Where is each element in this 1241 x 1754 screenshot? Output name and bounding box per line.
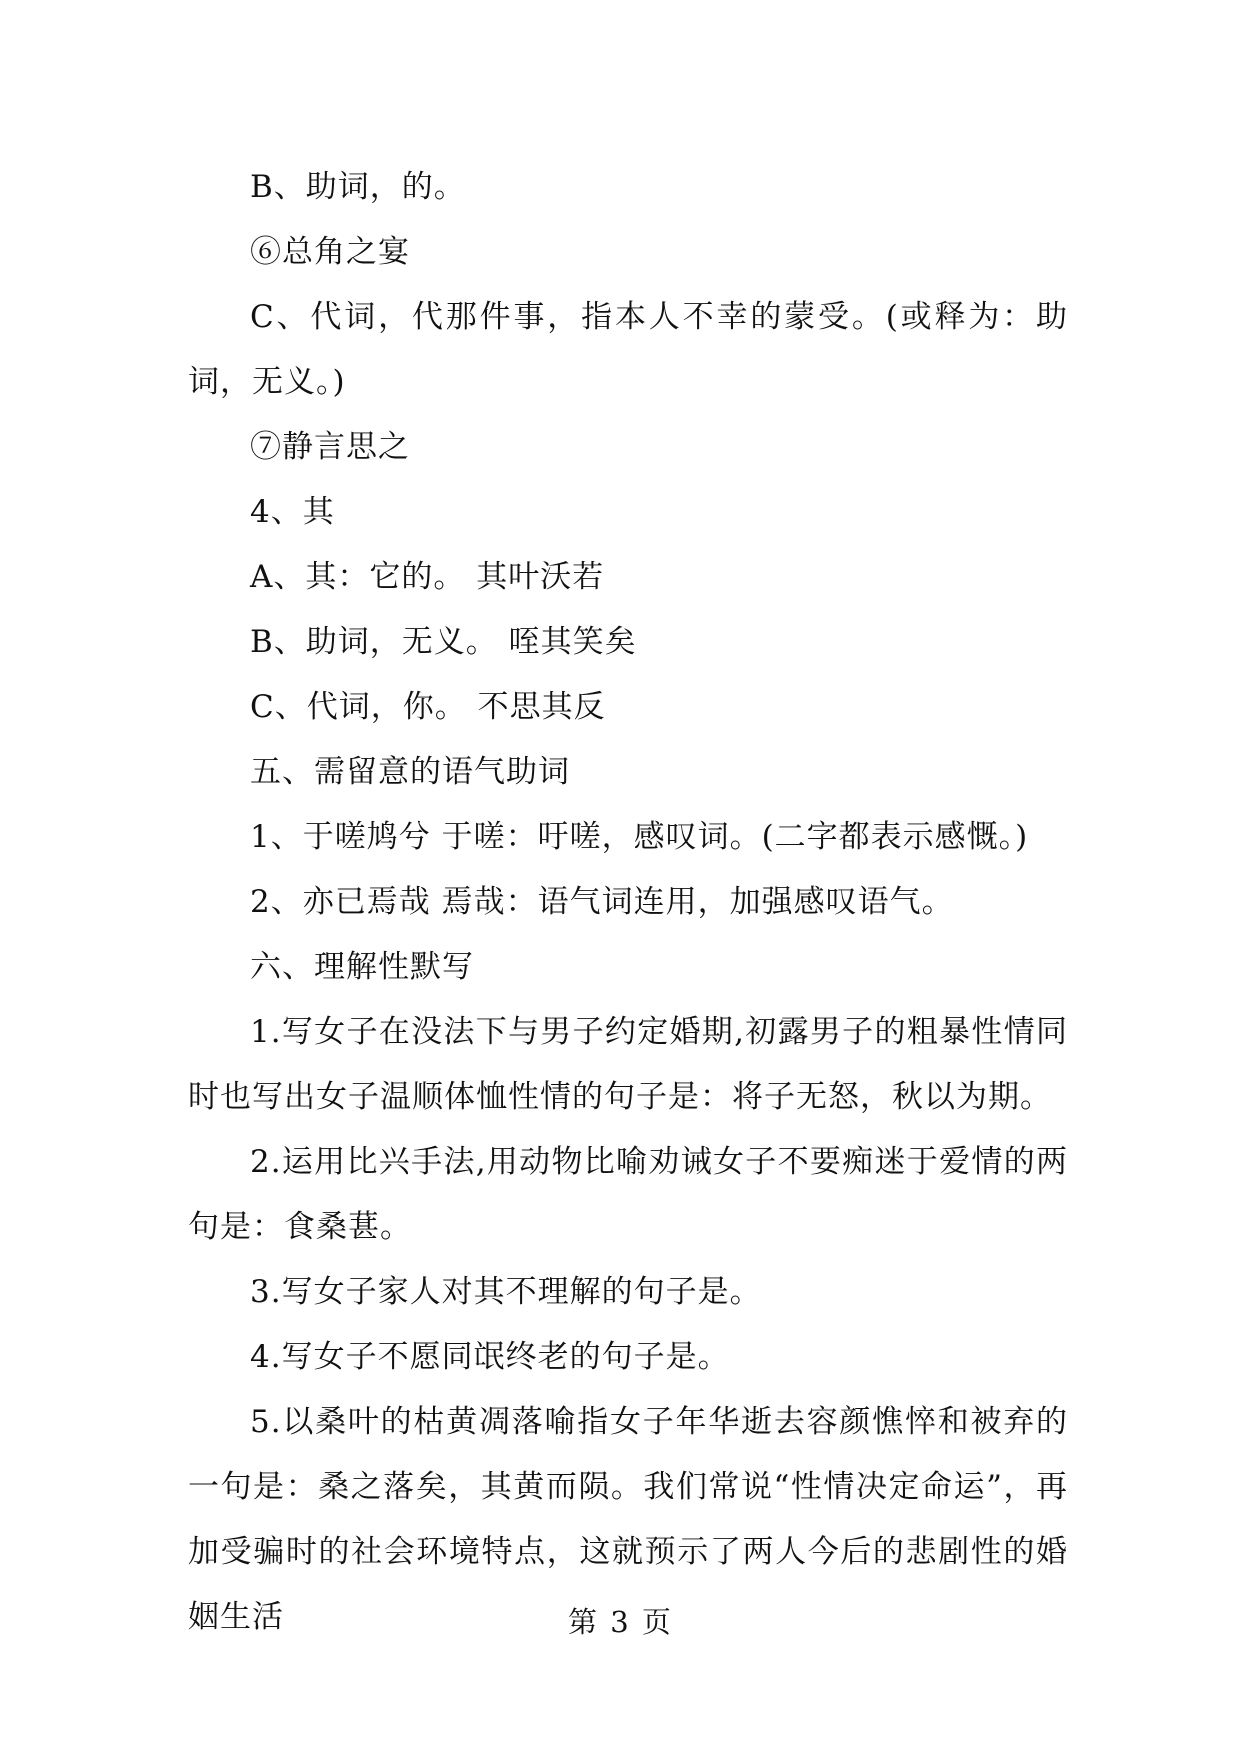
document-body (188, 155, 1068, 1650)
paragraph-qi-b: B、助词，无义。 咥其笑矣 (250, 624, 637, 660)
page-number: 第 3 页 (568, 1605, 673, 1639)
dictation-question-1: 1.写女子在没法下与男子约定婚期,初露男子的粗暴性情同时也写出女子温顺体恤性情的句子是：将子无怒，秋以为期。 (188, 1014, 1068, 1115)
paragraph-particle-2: 2、亦已焉哉 焉哉：语气词连用，加强感叹语气。 (250, 884, 954, 920)
paragraph-item-6: ⑥总角之宴 (250, 234, 410, 270)
paragraph-c-pronoun: C、代词，代那件事，指本人不幸的蒙受。(或释为：助词，无义。) (188, 299, 1068, 400)
paragraph-qi-a: A、其：它的。 其叶沃若 (250, 559, 605, 595)
section-heading-6: 六、理解性默写 (250, 949, 474, 985)
section-heading-5: 五、需留意的语气助词 (250, 754, 570, 790)
paragraph-item-7: ⑦静言思之 (250, 429, 410, 465)
dictation-question-4: 4.写女子不愿同氓终老的句子是。 (250, 1339, 730, 1375)
dictation-question-2: 2.运用比兴手法,用动物比喻劝诫女子不要痴迷于爱情的两句是：食桑葚。 (188, 1144, 1068, 1245)
dictation-question-5: 5.以桑叶的枯黄凋落喻指女子年华逝去容颜憔悴和被弃的一句是：桑之落矣，其黄而陨。我们常说“性情决定命运”，再加受骗时的社会环境特点，这就预示了两人今后的悲剧性的婚姻生活 (188, 1404, 1068, 1635)
paragraph-heading-qi: 4、其 (250, 494, 335, 530)
dictation-question-3: 3.写女子家人对其不理解的句子是。 (250, 1274, 762, 1310)
paragraph-b-auxiliary: B、助词，的。 (250, 169, 466, 205)
paragraph-particle-1: 1、于嗟鸠兮 于嗟：吁嗟，感叹词。(二字都表示感慨。) (250, 819, 1029, 855)
paragraph-qi-c: C、代词，你。 不思其反 (250, 689, 606, 725)
